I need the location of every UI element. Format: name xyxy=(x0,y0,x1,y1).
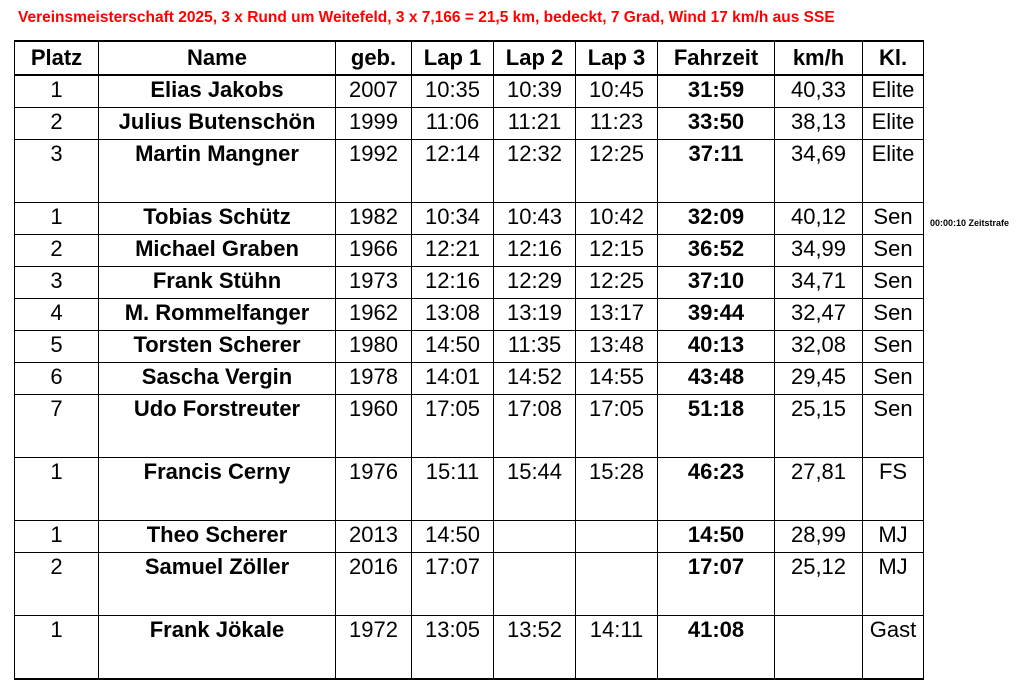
cell-geb: 2016 xyxy=(336,553,412,616)
cell-kmh: 34,69 xyxy=(775,140,863,203)
cell-kl: Gast xyxy=(863,616,924,680)
cell-fahrzeit: 46:23 xyxy=(658,458,775,521)
cell-geb: 1960 xyxy=(336,395,412,458)
cell-kmh: 25,12 xyxy=(775,553,863,616)
cell-lap3: 12:15 xyxy=(576,235,658,267)
cell-geb: 2013 xyxy=(336,521,412,553)
cell-geb: 1992 xyxy=(336,140,412,203)
cell-kmh: 34,71 xyxy=(775,267,863,299)
cell-kmh: 34,99 xyxy=(775,235,863,267)
page-title: Vereinsmeisterschaft 2025, 3 x Rund um Weitefeld, 3 x 7,166 = 21,5 km, bedeckt, 7 Grad, Wind 17 km/h aus SSE xyxy=(18,9,835,26)
cell-lap1: 12:14 xyxy=(412,140,494,203)
cell-platz: 1 xyxy=(15,458,99,521)
cell-geb: 1976 xyxy=(336,458,412,521)
cell-geb: 1982 xyxy=(336,203,412,235)
cell-platz: 1 xyxy=(15,521,99,553)
cell-lap2 xyxy=(494,553,576,616)
cell-kl: Elite xyxy=(863,75,924,108)
cell-fahrzeit: 43:48 xyxy=(658,363,775,395)
cell-lap1: 14:50 xyxy=(412,331,494,363)
cell-platz: 5 xyxy=(15,331,99,363)
cell-lap1: 12:21 xyxy=(412,235,494,267)
cell-geb: 1972 xyxy=(336,616,412,680)
results-table xyxy=(14,40,924,680)
cell-kmh: 25,15 xyxy=(775,395,863,458)
cell-lap3: 13:48 xyxy=(576,331,658,363)
cell-lap2 xyxy=(494,521,576,553)
cell-name: Frank Jökale xyxy=(99,616,336,680)
cell-lap3: 15:28 xyxy=(576,458,658,521)
cell-platz: 1 xyxy=(15,203,99,235)
cell-lap2: 14:52 xyxy=(494,363,576,395)
cell-fahrzeit: 31:59 xyxy=(658,75,775,108)
cell-lap3: 10:45 xyxy=(576,75,658,108)
cell-kl: Sen xyxy=(863,299,924,331)
cell-kl: FS xyxy=(863,458,924,521)
cell-kl: Sen xyxy=(863,363,924,395)
cell-lap1: 15:11 xyxy=(412,458,494,521)
table-row xyxy=(15,75,924,108)
cell-platz: 4 xyxy=(15,299,99,331)
cell-lap3 xyxy=(576,553,658,616)
col-header-fahrzeit: Fahrzeit xyxy=(658,41,775,75)
col-header-lap1: Lap 1 xyxy=(412,41,494,75)
cell-lap3: 12:25 xyxy=(576,267,658,299)
cell-kl: Sen xyxy=(863,203,924,235)
cell-lap1: 14:50 xyxy=(412,521,494,553)
table-row xyxy=(15,267,924,299)
cell-kl: MJ xyxy=(863,521,924,553)
cell-lap2: 12:16 xyxy=(494,235,576,267)
cell-fahrzeit: 37:10 xyxy=(658,267,775,299)
cell-lap2: 10:39 xyxy=(494,75,576,108)
cell-platz: 7 xyxy=(15,395,99,458)
cell-name: Julius Butenschön xyxy=(99,108,336,140)
cell-platz: 6 xyxy=(15,363,99,395)
cell-fahrzeit: 37:11 xyxy=(658,140,775,203)
cell-lap2: 11:21 xyxy=(494,108,576,140)
cell-platz: 2 xyxy=(15,108,99,140)
cell-geb: 1978 xyxy=(336,363,412,395)
cell-lap2: 10:43 xyxy=(494,203,576,235)
cell-platz: 2 xyxy=(15,235,99,267)
cell-name: Elias Jakobs xyxy=(99,75,336,108)
col-header-name: Name xyxy=(99,41,336,75)
cell-kmh: 32,47 xyxy=(775,299,863,331)
cell-lap1: 14:01 xyxy=(412,363,494,395)
cell-geb: 1962 xyxy=(336,299,412,331)
cell-fahrzeit: 33:50 xyxy=(658,108,775,140)
table-row xyxy=(15,108,924,140)
cell-lap3: 14:11 xyxy=(576,616,658,680)
cell-kl: Sen xyxy=(863,235,924,267)
cell-fahrzeit: 14:50 xyxy=(658,521,775,553)
cell-lap3: 10:42 xyxy=(576,203,658,235)
cell-fahrzeit: 39:44 xyxy=(658,299,775,331)
cell-lap3: 17:05 xyxy=(576,395,658,458)
table-row xyxy=(15,363,924,395)
col-header-kl: Kl. xyxy=(863,41,924,75)
cell-kl: MJ xyxy=(863,553,924,616)
cell-platz: 1 xyxy=(15,75,99,108)
cell-name: Samuel Zöller xyxy=(99,553,336,616)
cell-lap1: 17:07 xyxy=(412,553,494,616)
table-row xyxy=(15,553,924,616)
cell-lap2: 15:44 xyxy=(494,458,576,521)
cell-kmh: 27,81 xyxy=(775,458,863,521)
cell-platz: 3 xyxy=(15,140,99,203)
cell-lap1: 13:08 xyxy=(412,299,494,331)
cell-geb: 1973 xyxy=(336,267,412,299)
cell-name: Torsten Scherer xyxy=(99,331,336,363)
cell-lap2: 13:19 xyxy=(494,299,576,331)
cell-kmh: 38,13 xyxy=(775,108,863,140)
cell-lap3: 13:17 xyxy=(576,299,658,331)
table-row xyxy=(15,299,924,331)
table-row xyxy=(15,140,924,203)
cell-lap1: 13:05 xyxy=(412,616,494,680)
cell-kl: Sen xyxy=(863,395,924,458)
table-row xyxy=(15,521,924,553)
cell-kmh: 40,33 xyxy=(775,75,863,108)
col-header-lap2: Lap 2 xyxy=(494,41,576,75)
cell-fahrzeit: 17:07 xyxy=(658,553,775,616)
table-row xyxy=(15,203,924,235)
cell-fahrzeit: 51:18 xyxy=(658,395,775,458)
cell-lap2: 12:32 xyxy=(494,140,576,203)
cell-lap2: 17:08 xyxy=(494,395,576,458)
cell-platz: 3 xyxy=(15,267,99,299)
col-header-kmh: km/h xyxy=(775,41,863,75)
cell-lap3: 12:25 xyxy=(576,140,658,203)
cell-kmh: 40,12 xyxy=(775,203,863,235)
penalty-note: 00:00:10 Zeitstrafe xyxy=(930,218,1010,228)
table-row xyxy=(15,616,924,680)
cell-geb: 2007 xyxy=(336,75,412,108)
cell-platz: 2 xyxy=(15,553,99,616)
cell-lap2: 13:52 xyxy=(494,616,576,680)
cell-name: Michael Graben xyxy=(99,235,336,267)
cell-geb: 1980 xyxy=(336,331,412,363)
cell-name: Frank Stühn xyxy=(99,267,336,299)
cell-kmh xyxy=(775,616,863,680)
cell-kl: Elite xyxy=(863,108,924,140)
cell-lap2: 11:35 xyxy=(494,331,576,363)
cell-name: Udo Forstreuter xyxy=(99,395,336,458)
cell-name: M. Rommelfanger xyxy=(99,299,336,331)
cell-lap1: 10:35 xyxy=(412,75,494,108)
cell-name: Sascha Vergin xyxy=(99,363,336,395)
col-header-geb: geb. xyxy=(336,41,412,75)
cell-name: Tobias Schütz xyxy=(99,203,336,235)
cell-kmh: 28,99 xyxy=(775,521,863,553)
cell-kl: Sen xyxy=(863,267,924,299)
cell-lap3 xyxy=(576,521,658,553)
cell-lap3: 11:23 xyxy=(576,108,658,140)
cell-lap1: 11:06 xyxy=(412,108,494,140)
cell-lap3: 14:55 xyxy=(576,363,658,395)
cell-lap1: 10:34 xyxy=(412,203,494,235)
cell-fahrzeit: 36:52 xyxy=(658,235,775,267)
cell-kl: Sen xyxy=(863,331,924,363)
cell-geb: 1966 xyxy=(336,235,412,267)
table-row xyxy=(15,395,924,458)
table-row xyxy=(15,235,924,267)
cell-name: Theo Scherer xyxy=(99,521,336,553)
cell-kmh: 29,45 xyxy=(775,363,863,395)
cell-lap2: 12:29 xyxy=(494,267,576,299)
cell-lap1: 12:16 xyxy=(412,267,494,299)
cell-platz: 1 xyxy=(15,616,99,680)
cell-name: Francis Cerny xyxy=(99,458,336,521)
col-header-platz: Platz xyxy=(15,41,99,75)
table-row xyxy=(15,331,924,363)
cell-geb: 1999 xyxy=(336,108,412,140)
cell-lap1: 17:05 xyxy=(412,395,494,458)
cell-name: Martin Mangner xyxy=(99,140,336,203)
cell-fahrzeit: 41:08 xyxy=(658,616,775,680)
cell-kmh: 32,08 xyxy=(775,331,863,363)
header-row xyxy=(15,41,924,75)
col-header-lap3: Lap 3 xyxy=(576,41,658,75)
cell-kl: Elite xyxy=(863,140,924,203)
cell-fahrzeit: 40:13 xyxy=(658,331,775,363)
table-row xyxy=(15,458,924,521)
cell-fahrzeit: 32:09 xyxy=(658,203,775,235)
